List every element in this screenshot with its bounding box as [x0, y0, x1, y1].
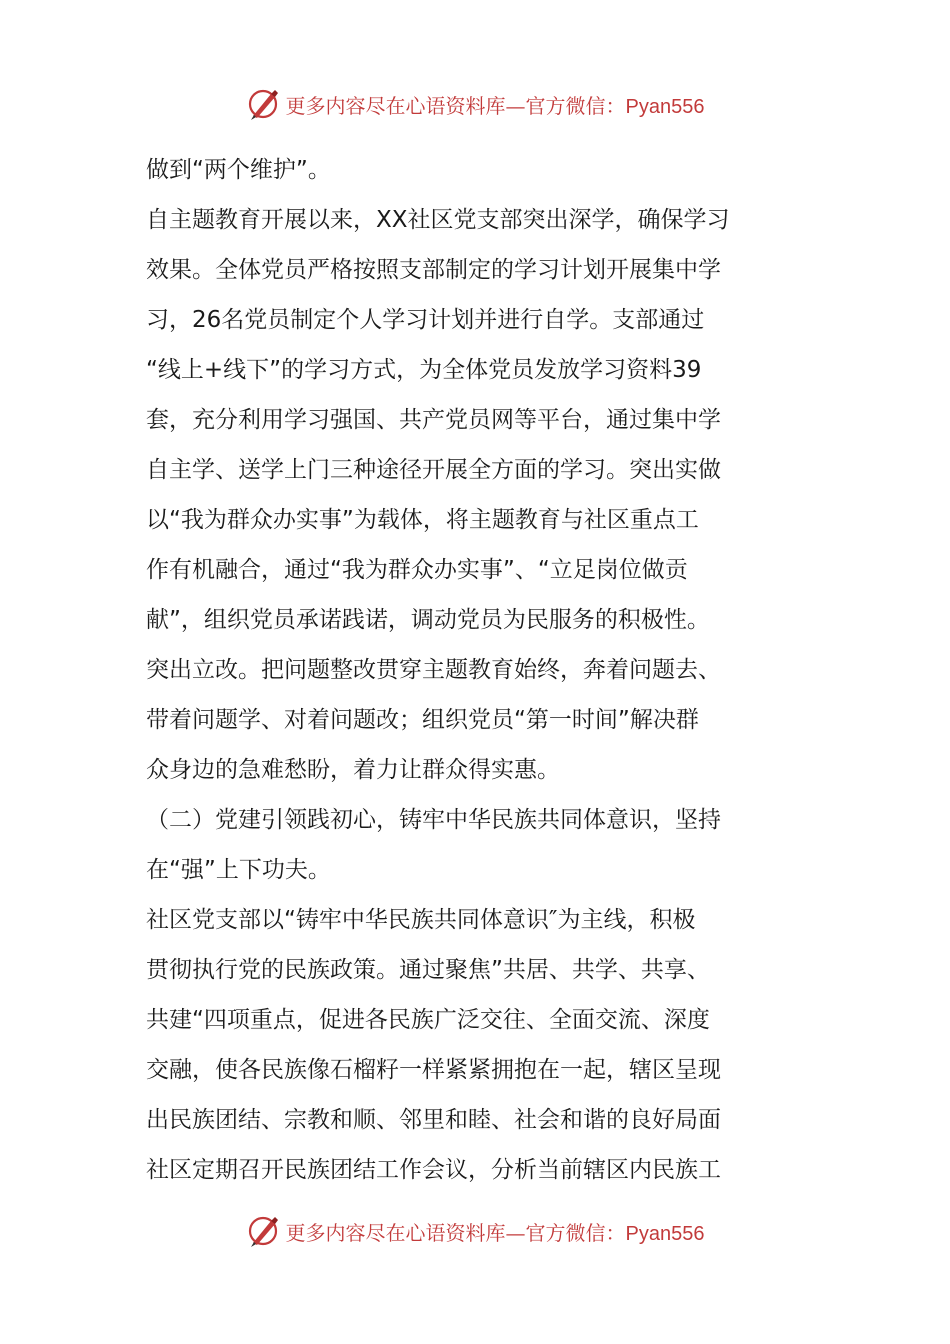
text-line: 在“强”上下功夫。	[146, 857, 331, 883]
text-line: “线上+线下”的学习方式，为全体党员发放学习资料39	[146, 357, 702, 383]
watermark-wechat-id: Pyan556	[625, 95, 705, 118]
document-body	[146, 145, 811, 1195]
text-line: 共建“四项重点，促进各民族广泛交往、全面交流、深度	[146, 1007, 710, 1033]
text-line: 自主题教育开展以来，XX社区党支部突出深学，确保学习	[146, 207, 730, 233]
text-line: 贯彻执行党的民族政策。通过聚焦”共居、共学、共享、	[146, 957, 710, 983]
text-line: 突出立改。把问题整改贯穿主题教育始终，奔着问题去、	[146, 657, 721, 683]
text-line: 习，26名党员制定个人学习计划并进行自学。支部通过	[146, 307, 705, 333]
text-line: 做到“两个维护”。	[146, 157, 331, 183]
text-line: 出民族团结、宗教和顺、邻里和睦、社会和谐的良好局面	[146, 1107, 721, 1133]
watermark-text: 更多内容尽在心语资料库—官方微信：Pyan556	[285, 1220, 705, 1245]
text-line: 社区定期召开民族团结工作会议，分析当前辖区内民族工	[146, 1157, 721, 1183]
text-line: 献”，组织党员承诺践诺，调动党员为民服务的积极性。	[146, 607, 710, 633]
pen-seal-icon	[246, 86, 282, 122]
text-line: （二）党建引领践初心，铸牢中华民族共同体意识，坚持	[146, 807, 721, 833]
text-line: 交融，使各民族像石榴籽一样紧紧拥抱在一起，辖区呈现	[146, 1057, 721, 1083]
text-line: 作有机融合，通过“我为群众办实事”、“立足岗位做贡	[146, 557, 688, 583]
text-line: 众身边的急难愁盼，着力让群众得实惠。	[146, 757, 560, 783]
watermark-wechat-id: Pyan556	[625, 1222, 705, 1245]
watermark-text: 更多内容尽在心语资料库—官方微信：Pyan556	[285, 93, 705, 118]
pen-seal-icon	[246, 1213, 282, 1249]
text-line: 带着问题学、对着问题改；组织党员“第一时间”解决群	[146, 707, 699, 733]
text-line: 自主学、送学上门三种途径开展全方面的学习。突出实做	[146, 457, 721, 483]
text-line: 以“我为群众办实事”为载体，将主题教育与社区重点工	[146, 507, 699, 533]
header-watermark	[0, 84, 950, 124]
text-line: 社区党支部以“铸牢中华民族共同体意识″为主线，积极	[146, 907, 696, 933]
text-line: 套，充分利用学习强国、共产党员网等平台，通过集中学	[146, 407, 721, 433]
text-line: 效果。全体党员严格按照支部制定的学习计划开展集中学	[146, 257, 721, 283]
footer-watermark	[0, 1211, 950, 1251]
